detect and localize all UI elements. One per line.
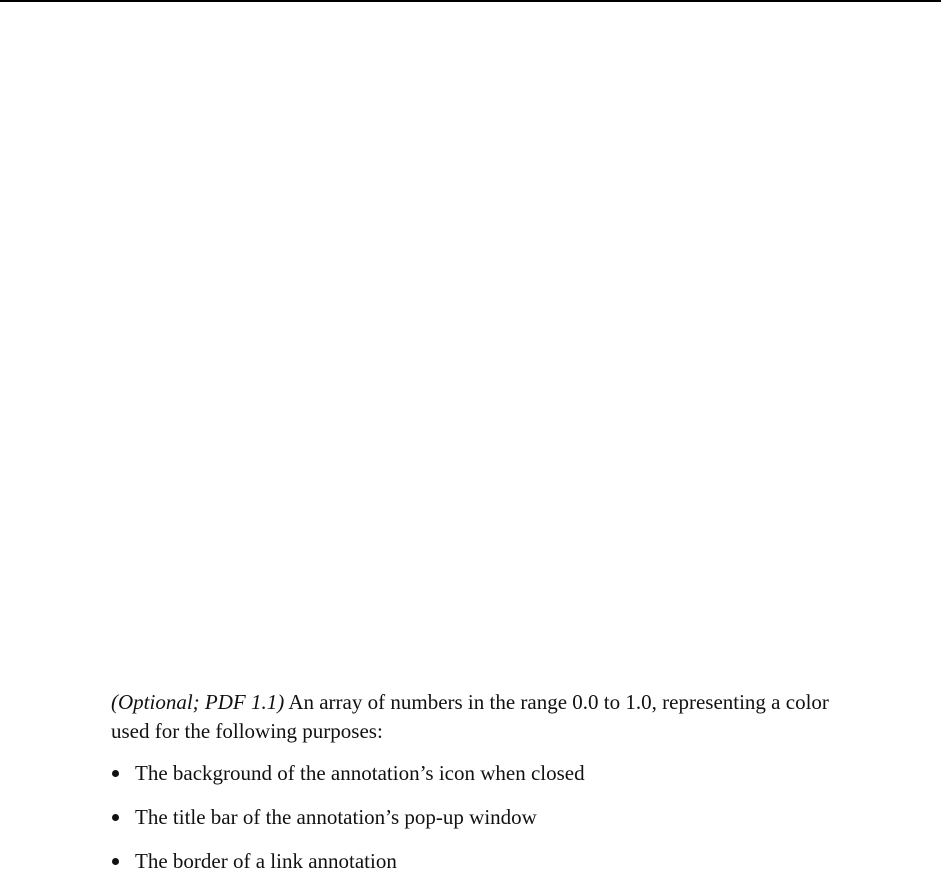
bullet-icon bbox=[112, 814, 119, 821]
list-item bbox=[111, 759, 871, 788]
list-item-text: The title bar of the annotation’s pop-up window bbox=[135, 805, 537, 829]
bullet-icon bbox=[112, 770, 119, 777]
bullet-icon bbox=[112, 858, 119, 865]
page-top-rule bbox=[0, 0, 941, 2]
list-item bbox=[111, 847, 871, 876]
list-item-text: The background of the annotation’s icon when closed bbox=[135, 761, 585, 785]
document-body bbox=[111, 688, 871, 891]
intro-text: An array of numbers in the range 0.0 to 1.0, representing a color used for the following purposes: bbox=[111, 690, 829, 743]
intro-qualifier: (Optional; PDF 1.1) bbox=[111, 690, 285, 714]
list-item bbox=[111, 803, 871, 832]
purpose-list bbox=[111, 759, 871, 876]
intro-paragraph bbox=[111, 688, 871, 746]
list-item-text: The border of a link annotation bbox=[135, 849, 397, 873]
